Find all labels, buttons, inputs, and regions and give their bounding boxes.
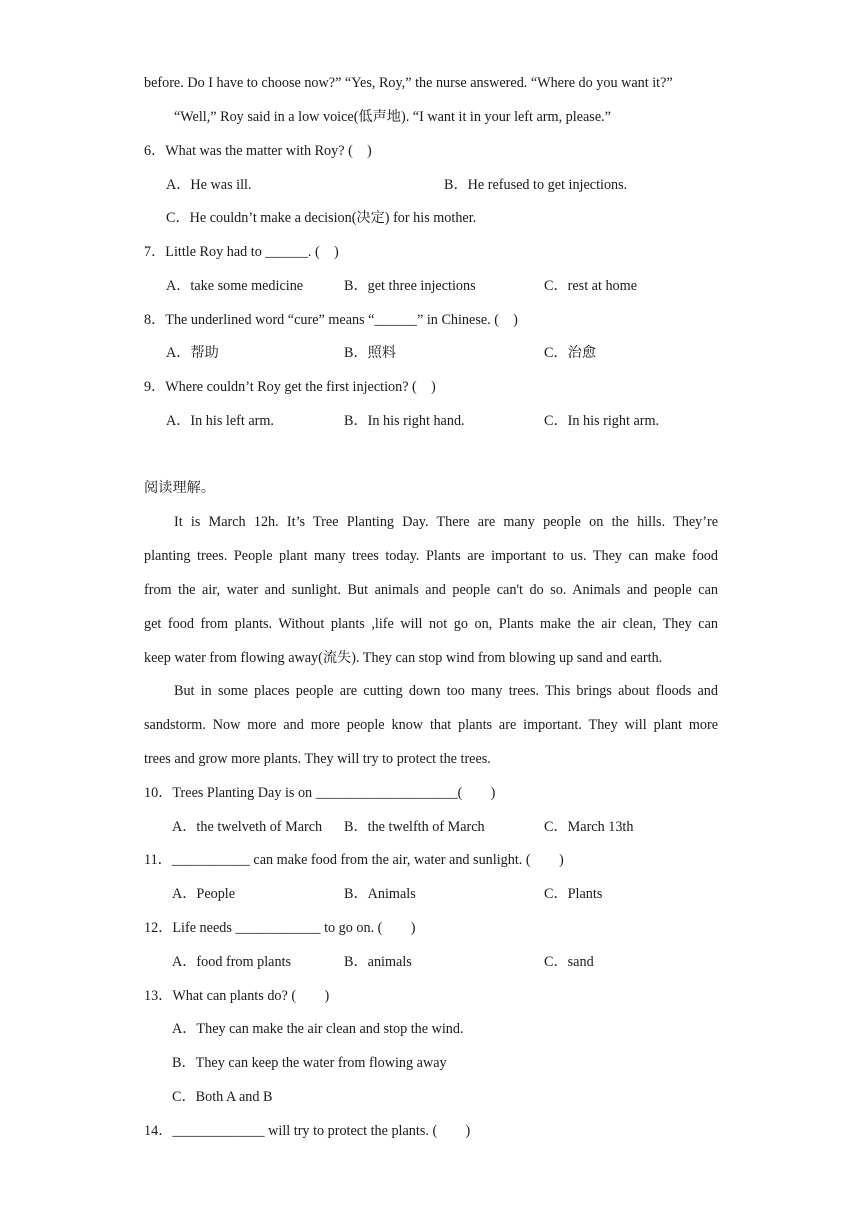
passage2-line: planting trees. People plant many trees today. Plants are important to us. They can make food bbox=[144, 548, 718, 564]
question-stem: 10．Trees Planting Day is on ____________________( ) bbox=[144, 785, 496, 801]
answer-option[interactable]: C．In his right arm. bbox=[544, 413, 660, 429]
passage2-line: trees and grow more plants. They will try to protect the trees. bbox=[144, 751, 491, 767]
answer-option[interactable]: B．animals bbox=[344, 954, 412, 970]
question-stem: 14．_____________ will try to protect the plants. ( ) bbox=[144, 1123, 471, 1139]
answer-option[interactable]: C．He couldn’t make a decision(决定) for his mother. bbox=[166, 210, 477, 226]
passage2-line: But in some places people are cutting down too many trees. This brings about floods and bbox=[174, 683, 718, 699]
answer-option[interactable]: C．March 13th bbox=[544, 819, 634, 835]
answer-option[interactable]: B．the twelfth of March bbox=[344, 819, 485, 835]
question-stem: 9．Where couldn’t Roy get the first injection? ( ) bbox=[144, 379, 436, 395]
answer-option[interactable]: B．In his right hand. bbox=[344, 413, 465, 429]
question-stem: 12．Life needs ____________ to go on. ( ) bbox=[144, 920, 416, 936]
answer-option[interactable]: A．the twelveth of March bbox=[172, 819, 323, 835]
answer-option[interactable]: A．He was ill. bbox=[166, 177, 252, 193]
answer-option[interactable]: B．照料 bbox=[344, 345, 397, 361]
answer-option[interactable]: A．food from plants bbox=[172, 954, 292, 970]
passage2-line: from the air, water and sunlight. But animals and people can't do so. Animals and people can bbox=[144, 582, 718, 598]
answer-option[interactable]: A．In his left arm. bbox=[166, 413, 274, 429]
answer-option[interactable]: C．Plants bbox=[544, 886, 603, 902]
passage2-line: get food from plants. Without plants ,life will not go on, Plants make the air clean, They can bbox=[144, 616, 718, 632]
answer-option[interactable]: C．sand bbox=[544, 954, 594, 970]
passage2-line: It is March 12h. It’s Tree Planting Day. There are many people on the hills. They’re bbox=[174, 514, 718, 530]
question-stem: 13．What can plants do? ( ) bbox=[144, 988, 330, 1004]
answer-option[interactable]: A．帮助 bbox=[166, 345, 219, 361]
answer-option[interactable]: C．Both A and B bbox=[172, 1089, 273, 1105]
answer-option[interactable]: A．take some medicine bbox=[166, 278, 304, 294]
answer-option[interactable]: C．治愈 bbox=[544, 345, 597, 361]
question-stem: 6．What was the matter with Roy? ( ) bbox=[144, 143, 372, 159]
passage1-line: before. Do I have to choose now?” “Yes, Roy,” the nurse answered. “Where do you want it?” bbox=[144, 75, 673, 91]
answer-option[interactable]: B．get three injections bbox=[344, 278, 476, 294]
answer-option[interactable]: B．They can keep the water from flowing away bbox=[172, 1055, 447, 1071]
answer-option[interactable]: A．They can make the air clean and stop the wind. bbox=[172, 1021, 464, 1037]
passage1-line: “Well,” Roy said in a low voice(低声地). “I want it in your left arm, please.” bbox=[174, 109, 611, 125]
section-heading: 阅读理解。 bbox=[144, 480, 215, 496]
question-stem: 11．___________ can make food from the air, water and sunlight. ( ) bbox=[144, 852, 564, 868]
answer-option[interactable]: B．He refused to get injections. bbox=[444, 177, 628, 193]
answer-option[interactable]: A．People bbox=[172, 886, 236, 902]
answer-option[interactable]: C．rest at home bbox=[544, 278, 637, 294]
passage2-line: keep water from flowing away(流失). They can stop wind from blowing up sand and earth. bbox=[144, 650, 663, 666]
question-stem: 7．Little Roy had to ______. ( ) bbox=[144, 244, 339, 260]
answer-option[interactable]: B．Animals bbox=[344, 886, 416, 902]
question-stem: 8．The underlined word “cure” means “______” in Chinese. ( ) bbox=[144, 312, 518, 328]
passage2-line: sandstorm. Now more and more people know that plants are important. They will plant more bbox=[144, 717, 718, 733]
